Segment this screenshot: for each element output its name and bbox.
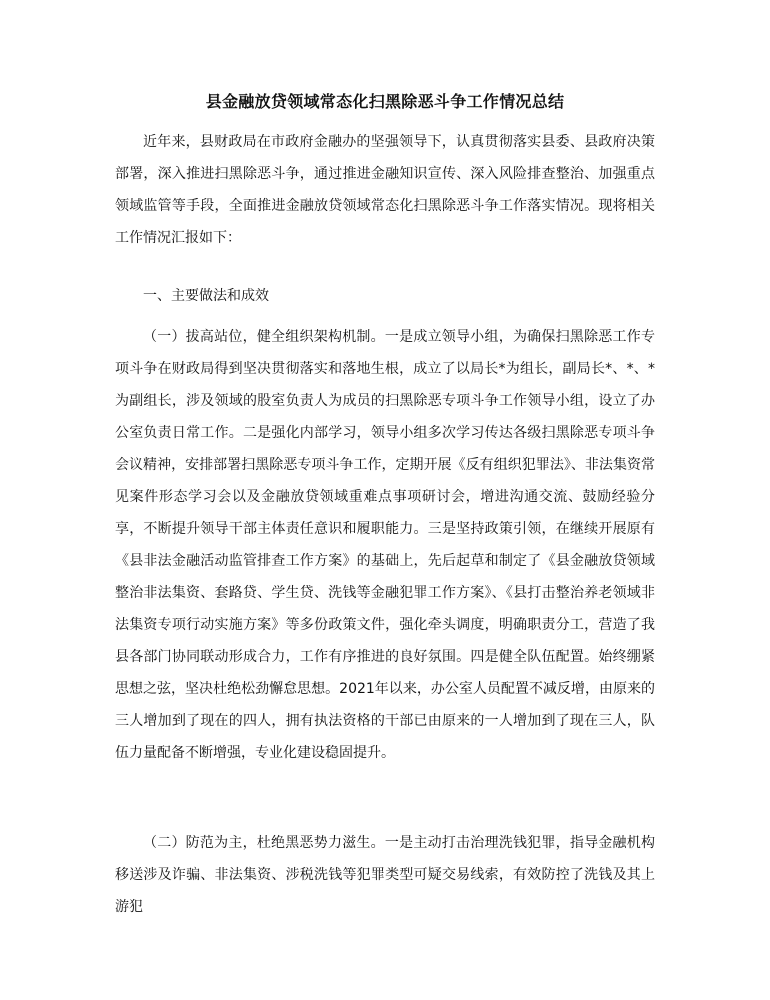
subsection-1-paragraph: （一）拔高站位，健全组织架构机制。一是成立领导小组，为确保扫黑除恶工作专项斗争在财政局得到坚决贯彻落实和落地生根，成立了以局长*为组长，副局长*、*、*为副组长，涉及领域的股室负责人为成员的扫黑除恶专项斗争工作领导小组，设立了办公室负责日常工作。二是强化内部学习，领导小组多次学习传达各级扫黑除恶专项斗争会议精神，安排部署扫黑除恶专项斗争工作，定期开展《反有组织犯罪法》、非法集资常见案件形态学习会以及金融放贷领域重难点事项研讨会，增进沟通交流、鼓励经验分享，不断提升领导干部主体责任意识和履职能力。三是坚持政策引领，在继续开展原有《县非法金融活动监管排查工作方案》的基础上，先后起草和制定了《县金融放贷领域整治非法集资、套路贷、学生贷、洗钱等金融犯罪工作方案》、《县打击整治养老领域非法集资专项行动实施方案》等多份政策文件，强化牵头调度，明确职责分工，营造了我县各部门协同联动形成合力，工作有序推进的良好氛围。四是健全队伍配置。始终绷紧思想之弦，坚决杜绝松劲懈怠思想。2021年以来，办公室人员配置不减反增，由原来的三人增加到了现在的四人，拥有执法资格的干部已由原来的一人增加到了现在三人，队伍力量配备不断增强，专业化建设稳固提升。 [115,329,655,761]
subsection-2-paragraph: （二）防范为主，杜绝黑恶势力滋生。一是主动打击治理洗钱犯罪，指导金融机构移送涉及诈骗、非法集资、涉税洗钱等犯罪类型可疑交易线索，有效防控了洗钱及其上游犯 [115,835,655,915]
section-heading: 一、主要做法和成效 [143,288,269,304]
document-title: 县金融放贷领域常态化扫黑除恶斗争工作情况总结 [205,92,565,111]
intro-paragraph: 近年来，县财政局在市政府金融办的坚强领导下，认真贯彻落实县委、县政府决策部署，深入推进扫黑除恶斗争，通过推进金融知识宣传、深入风险排查整治、加强重点领域监管等手段，全面推进金融放贷领域常态化扫黑除恶斗争工作落实情况。现将相关工作情况汇报如下： [115,134,655,246]
